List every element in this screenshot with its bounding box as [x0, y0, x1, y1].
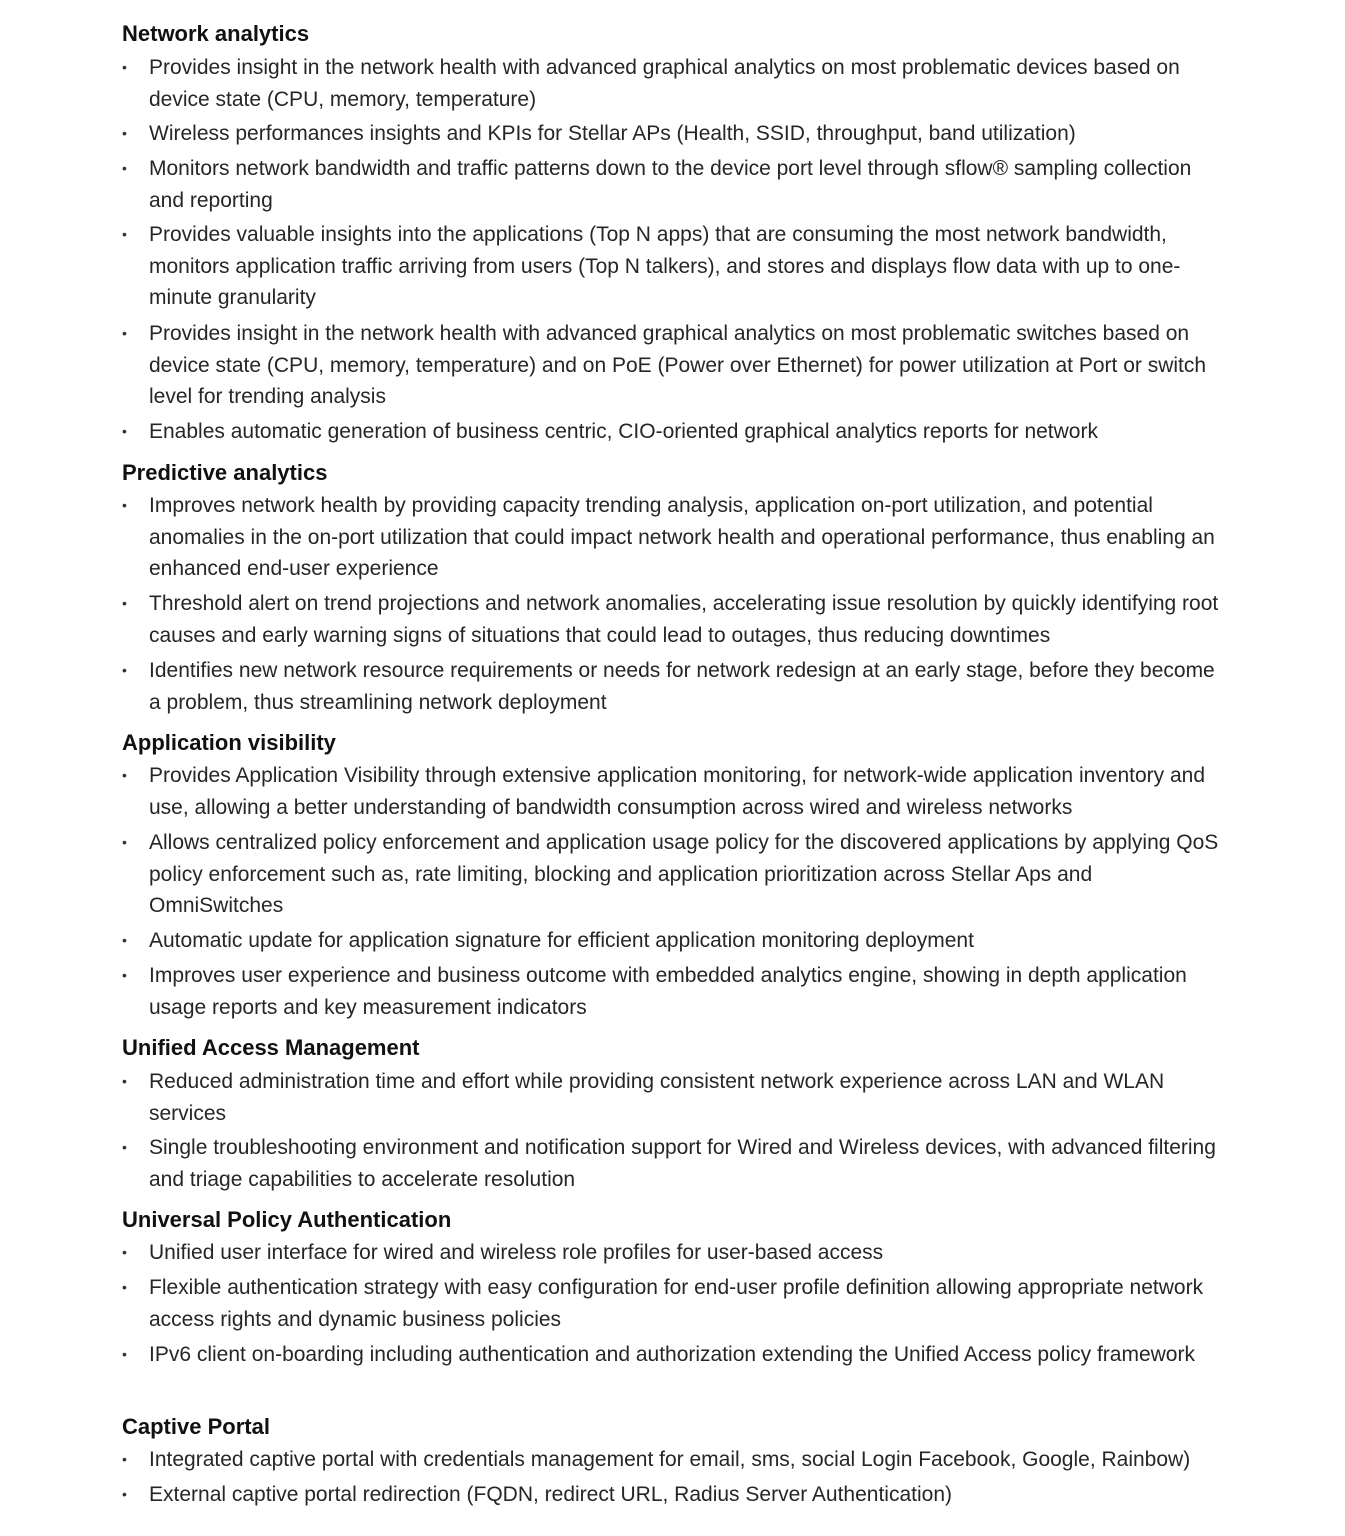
bullet-icon: • — [122, 767, 127, 783]
bullet-icon: • — [122, 1073, 127, 1089]
list-item — [122, 1444, 1227, 1476]
list-item-text: Allows centralized policy enforcement and application usage policy for the discovered applications by applying QoS policy enforcement such as, rate limiting, blocking and application prioritization across Stellar Aps and OmniSwitches — [149, 831, 1219, 917]
list-item — [122, 1339, 1227, 1371]
bullet-icon: • — [122, 1486, 127, 1502]
section-heading-universal-policy-authentication: Universal Policy Authentication — [122, 1207, 452, 1232]
list-item — [122, 318, 1227, 413]
list-item — [122, 1132, 1227, 1195]
list-item — [122, 655, 1227, 718]
section-heading-captive-portal: Captive Portal — [122, 1414, 270, 1439]
list-item-text: Provides insight in the network health with advanced graphical analytics on most problematic switches based on device state (CPU, memory, temperature) and on PoE (Power over Ethernet) for power utilization at Port or switch level for trending analysis — [149, 322, 1207, 408]
list-item-text: Identifies new network resource requirements or needs for network redesign at an early stage, before they become a problem, thus streamlining network deployment — [149, 659, 1215, 714]
section-heading-unified-access-management: Unified Access Management — [122, 1035, 420, 1060]
bullet-icon: • — [122, 59, 127, 75]
bullet-icon: • — [122, 1139, 127, 1155]
section-heading-application-visibility: Application visibility — [122, 730, 336, 755]
list-item-text: IPv6 client on-boarding including authentication and authorization extending the Unified Access policy framework — [149, 1343, 1195, 1366]
list-item — [122, 416, 1227, 448]
list-item — [122, 52, 1227, 115]
list-item-text: Threshold alert on trend projections and network anomalies, accelerating issue resolution by quickly identifying root causes and early warning signs of situations that could lead to outages, thus reducing downtimes — [149, 592, 1219, 647]
section-heading-predictive-analytics: Predictive analytics — [122, 460, 328, 485]
list-item-text: Reduced administration time and effort while providing consistent network experience across LAN and WLAN services — [149, 1070, 1165, 1125]
list-item-text: Automatic update for application signature for efficient application monitoring deployment — [149, 929, 974, 952]
list-item-text: External captive portal redirection (FQDN, redirect URL, Radius Server Authentication) — [149, 1483, 953, 1506]
bullet-icon: • — [122, 932, 127, 948]
list-item-text: Unified user interface for wired and wireless role profiles for user-based access — [149, 1241, 884, 1264]
list-item — [122, 960, 1227, 1023]
list-item — [122, 925, 1227, 957]
list-item-text: Monitors network bandwidth and traffic patterns down to the device port level through sflow® sampling collection and reporting — [149, 157, 1192, 212]
bullet-icon: • — [122, 1244, 127, 1260]
list-item — [122, 827, 1227, 922]
bullet-icon: • — [122, 967, 127, 983]
bullet-icon: • — [122, 160, 127, 176]
bullet-icon: • — [122, 1279, 127, 1295]
list-item-text: Provides Application Visibility through extensive application monitoring, for network-wide application inventory and use, allowing a better understanding of bandwidth consumption across wired and wireless networks — [149, 764, 1206, 819]
list-item — [122, 1066, 1227, 1129]
list-item-text: Provides valuable insights into the applications (Top N apps) that are consuming the most network bandwidth, monitors application traffic arriving from users (Top N talkers), and stores and displays flow data with up to one-minute granularity — [149, 223, 1181, 309]
bullet-icon: • — [122, 226, 127, 242]
list-item-text: Enables automatic generation of business centric, CIO-oriented graphical analytics reports for network — [149, 420, 1098, 443]
bullet-icon: • — [122, 595, 127, 611]
list-item — [122, 1272, 1227, 1335]
bullet-icon: • — [122, 423, 127, 439]
list-item-text: Wireless performances insights and KPIs for Stellar APs (Health, SSID, throughput, band utilization) — [149, 122, 1076, 145]
list-item — [122, 118, 1227, 150]
section-heading-network-analytics: Network analytics — [122, 21, 310, 46]
list-item — [122, 153, 1227, 216]
bullet-icon: • — [122, 662, 127, 678]
list-item — [122, 219, 1227, 314]
bullet-icon: • — [122, 834, 127, 850]
bullet-icon: • — [122, 1346, 127, 1362]
bullet-icon: • — [122, 1451, 127, 1467]
list-item-text: Provides insight in the network health with advanced graphical analytics on most problematic devices based on device state (CPU, memory, temperature) — [149, 56, 1180, 111]
list-item-text: Integrated captive portal with credentials management for email, sms, social Login Facebook, Google, Rainbow) — [149, 1448, 1191, 1471]
list-item-text: Improves user experience and business outcome with embedded analytics engine, showing in depth application usage reports and key measurement indicators — [149, 964, 1187, 1019]
list-item-text: Improves network health by providing capacity trending analysis, application on-port utilization, and potential anomalies in the on-port utilization that could impact network health and operational performance, thus enabling an enhanced end-user experience — [149, 494, 1215, 580]
list-item — [122, 760, 1227, 823]
bullet-icon: • — [122, 325, 127, 341]
bullet-icon: • — [122, 497, 127, 513]
bullet-icon: • — [122, 125, 127, 141]
list-item — [122, 1237, 1227, 1269]
list-item — [122, 490, 1227, 585]
list-item-text: Flexible authentication strategy with easy configuration for end-user profile definition allowing appropriate network access rights and dynamic business policies — [149, 1276, 1204, 1331]
list-item — [122, 588, 1227, 651]
list-item-text: Single troubleshooting environment and notification support for Wired and Wireless devices, with advanced filtering and triage capabilities to accelerate resolution — [149, 1136, 1216, 1191]
list-item — [122, 1479, 1227, 1511]
